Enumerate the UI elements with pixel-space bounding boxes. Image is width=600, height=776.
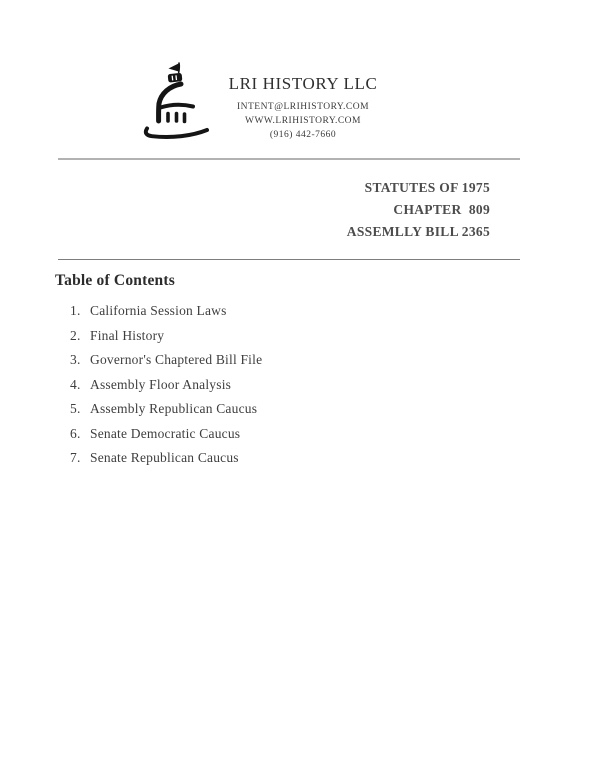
toc-list (70, 304, 262, 476)
chapter-line: CHAPTER 809 (393, 202, 490, 217)
toc-item (70, 402, 262, 417)
toc-item-number: 4. (70, 376, 81, 392)
toc-item-number: 6. (70, 425, 81, 441)
statute-reference-block (347, 177, 490, 243)
statutes-line: STATUTES OF 1975 (364, 180, 490, 195)
toc-item (70, 353, 262, 368)
company-email: INTENT@LRIHISTORY.COM (236, 102, 370, 112)
company-logo (140, 60, 214, 140)
toc-item-number: 2. (70, 327, 81, 343)
toc-item (70, 427, 262, 442)
assembly-bill-line: ASSEMLLY BILL 2365 (346, 224, 490, 239)
toc-item-number: 1. (70, 303, 81, 318)
toc-item-label: Assembly Floor Analysis (90, 376, 232, 392)
toc-item-label: Senate Democratic Caucus (90, 425, 241, 441)
toc-item-number: 5. (70, 401, 81, 416)
toc-item-number: 7. (70, 450, 81, 465)
toc-item-label: Final History (90, 327, 165, 343)
letterhead (220, 74, 386, 142)
toc-item-label: Governor's Chaptered Bill File (90, 352, 263, 367)
toc-item (70, 329, 262, 344)
divider-top (58, 158, 520, 160)
toc-item-label: Assembly Republican Caucus (90, 401, 258, 416)
toc-item (70, 451, 262, 466)
toc-item-label: Senate Republican Caucus (90, 450, 239, 465)
company-website: WWW.LRIHISTORY.COM (245, 116, 361, 126)
capitol-dome-sketch-icon (140, 60, 214, 140)
toc-item (70, 378, 262, 393)
toc-item-number: 3. (70, 352, 81, 367)
toc-item (70, 304, 262, 319)
toc-item-label: California Session Laws (90, 303, 227, 318)
toc-title: Table of Contents (55, 272, 175, 289)
company-phone: (916) 442-7660 (269, 130, 337, 140)
company-name: LRI HISTORY LLC (228, 74, 378, 93)
divider-bottom (58, 259, 520, 260)
